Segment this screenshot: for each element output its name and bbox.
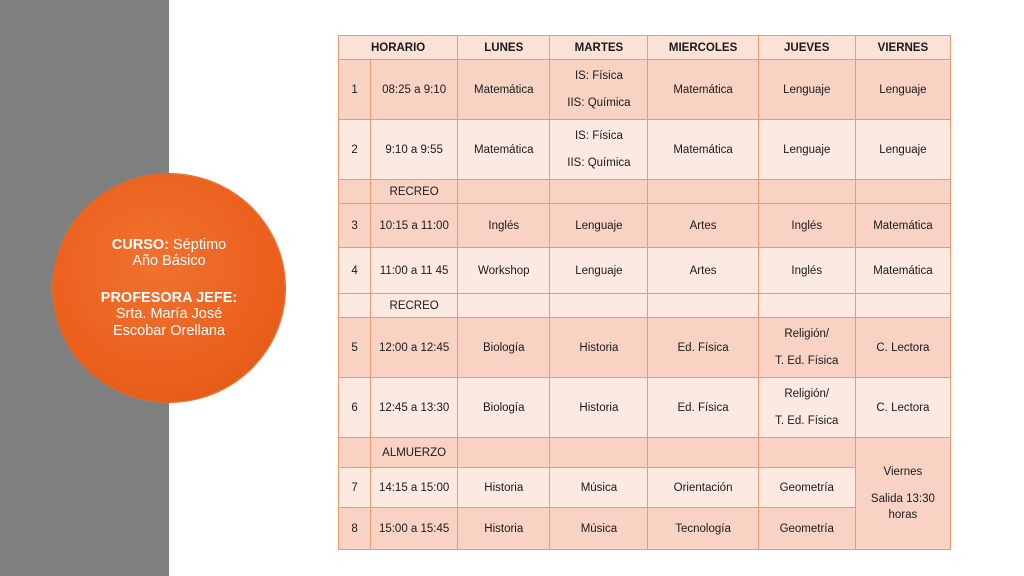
course-info-circle bbox=[53, 174, 285, 402]
cell-miercoles: Matemática bbox=[648, 60, 758, 120]
header-martes: MARTES bbox=[550, 36, 648, 60]
table-row bbox=[339, 248, 951, 294]
cell-martes: Historia bbox=[550, 318, 648, 378]
cell-miercoles: Artes bbox=[648, 248, 758, 294]
table-row bbox=[339, 318, 951, 378]
period-time: 12:00 a 12:45 bbox=[371, 318, 458, 378]
teacher-block bbox=[101, 290, 237, 340]
period-time: 10:15 a 11:00 bbox=[371, 204, 458, 248]
break-empty bbox=[339, 180, 371, 204]
cell-line: Religión/ bbox=[784, 327, 830, 340]
cell-lunes: Historia bbox=[458, 508, 550, 550]
cell-line: IIS: Química bbox=[567, 156, 631, 169]
period-number: 8 bbox=[339, 508, 371, 550]
cell-martes: Música bbox=[550, 508, 648, 550]
period-number: 5 bbox=[339, 318, 371, 378]
header-row bbox=[339, 36, 951, 60]
break-label: RECREO bbox=[371, 180, 458, 204]
cell-jueves: Inglés bbox=[758, 248, 855, 294]
cell-jueves bbox=[758, 318, 855, 378]
profesora-value-1: Srta. María José bbox=[115, 306, 223, 323]
cell-viernes: Matemática bbox=[855, 248, 950, 294]
cell-jueves: Lenguaje bbox=[758, 60, 855, 120]
viernes-note-line1: Viernes bbox=[883, 466, 923, 478]
cell-jueves: Lenguaje bbox=[758, 120, 855, 180]
cell-line: Religión/ bbox=[784, 387, 830, 400]
cell-martes: Lenguaje bbox=[550, 204, 648, 248]
cell-line: IS: Física bbox=[574, 69, 623, 82]
period-time: 12:45 a 13:30 bbox=[371, 378, 458, 438]
period-number: 2 bbox=[339, 120, 371, 180]
header-lunes: LUNES bbox=[458, 36, 550, 60]
profesora-label: PROFESORA JEFE: bbox=[100, 289, 238, 306]
period-time: 15:00 a 15:45 bbox=[371, 508, 458, 550]
cell-line: T. Ed. Física bbox=[775, 414, 839, 427]
cell-lunes: Inglés bbox=[458, 204, 550, 248]
table-row bbox=[339, 120, 951, 180]
cell-martes: Lenguaje bbox=[550, 248, 648, 294]
period-number: 3 bbox=[339, 204, 371, 248]
cell-martes: Música bbox=[550, 468, 648, 508]
cell-miercoles: Ed. Física bbox=[648, 318, 758, 378]
table-row bbox=[339, 60, 951, 120]
cell-viernes: Lenguaje bbox=[855, 120, 950, 180]
period-time: 11:00 a 11 45 bbox=[371, 248, 458, 294]
cell-viernes: Matemática bbox=[855, 204, 950, 248]
break-label: RECREO bbox=[371, 294, 458, 318]
cell-miercoles: Artes bbox=[648, 204, 758, 248]
cell-jueves: Inglés bbox=[758, 204, 855, 248]
cell-line: T. Ed. Física bbox=[775, 354, 839, 367]
curso-label: CURSO: bbox=[111, 236, 169, 253]
cell-miercoles: Orientación bbox=[648, 468, 758, 508]
cell-viernes: Lenguaje bbox=[855, 60, 950, 120]
break-row bbox=[339, 180, 951, 204]
cell-jueves: Geometría bbox=[758, 508, 855, 550]
cell-miercoles: Ed. Física bbox=[648, 378, 758, 438]
cell-martes bbox=[550, 60, 648, 120]
header-horario: HORARIO bbox=[339, 36, 458, 60]
viernes-note bbox=[855, 438, 950, 550]
cell-lunes: Biología bbox=[458, 318, 550, 378]
cell-lunes: Workshop bbox=[458, 248, 550, 294]
header-jueves: JUEVES bbox=[758, 36, 855, 60]
schedule-table bbox=[338, 35, 951, 550]
table-row bbox=[339, 204, 951, 248]
break-row bbox=[339, 438, 951, 468]
table-row bbox=[339, 378, 951, 438]
break-row bbox=[339, 294, 951, 318]
period-time: 14:15 a 15:00 bbox=[371, 468, 458, 508]
period-time: 9:10 a 9:55 bbox=[371, 120, 458, 180]
period-number: 4 bbox=[339, 248, 371, 294]
curso-value-2: Año Básico bbox=[132, 253, 206, 270]
cell-lunes: Historia bbox=[458, 468, 550, 508]
period-time: 08:25 a 9:10 bbox=[371, 60, 458, 120]
viernes-note-line3: horas bbox=[888, 509, 918, 521]
cell-martes bbox=[550, 120, 648, 180]
cell-jueves: Geometría bbox=[758, 468, 855, 508]
break-empty bbox=[339, 294, 371, 318]
cell-miercoles: Tecnología bbox=[648, 508, 758, 550]
cell-martes: Historia bbox=[550, 378, 648, 438]
header-miercoles: MIERCOLES bbox=[648, 36, 758, 60]
profesora-value-2: Escobar Orellana bbox=[112, 322, 226, 339]
curso-value-1: Séptimo bbox=[173, 236, 227, 253]
break-empty bbox=[339, 438, 371, 468]
period-number: 6 bbox=[339, 378, 371, 438]
cell-lunes: Biología bbox=[458, 378, 550, 438]
period-number: 1 bbox=[339, 60, 371, 120]
cell-line: IS: Física bbox=[574, 129, 623, 142]
cell-viernes: C. Lectora bbox=[855, 378, 950, 438]
cell-lunes: Matemática bbox=[458, 60, 550, 120]
cell-viernes: C. Lectora bbox=[855, 318, 950, 378]
break-label: ALMUERZO bbox=[371, 438, 458, 468]
cell-lunes: Matemática bbox=[458, 120, 550, 180]
cell-jueves bbox=[758, 378, 855, 438]
viernes-note-line2: Salida 13:30 bbox=[870, 493, 935, 505]
period-number: 7 bbox=[339, 468, 371, 508]
cell-line: IIS: Química bbox=[567, 96, 631, 109]
cell-miercoles: Matemática bbox=[648, 120, 758, 180]
header-viernes: VIERNES bbox=[855, 36, 950, 60]
course-block bbox=[112, 237, 226, 270]
